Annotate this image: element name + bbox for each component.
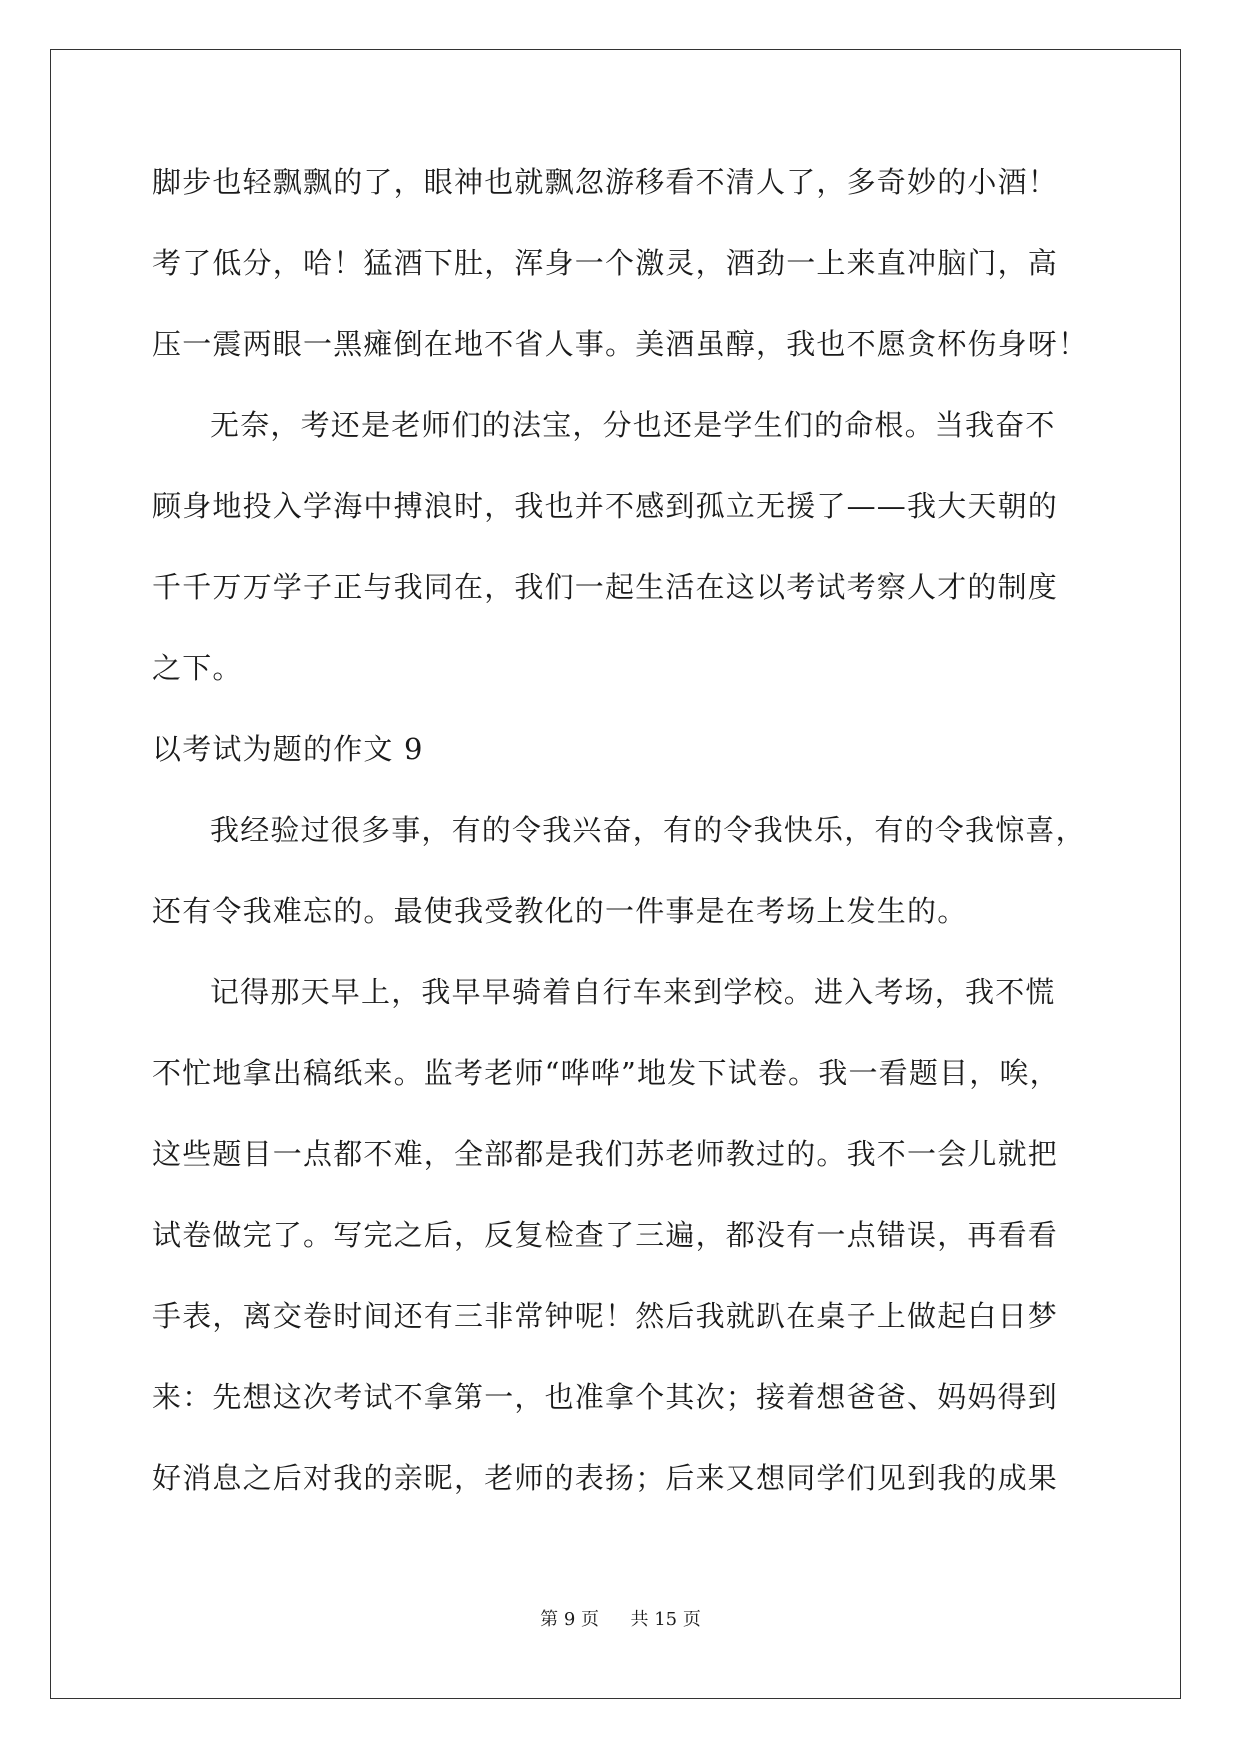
- page-border: [50, 49, 1181, 1699]
- text-line: 还有令我难忘的。最使我受教化的一件事是在考场上发生的。: [152, 894, 968, 928]
- text-line: 试卷做完了。写完之后，反复检查了三遍，都没有一点错误，再看看: [152, 1218, 1059, 1252]
- paragraph-first-line: 无奈，考还是老师们的法宝，分也还是学生们的命根。当我奋不: [210, 408, 1056, 442]
- paragraph-first-line: 记得那天早上，我早早骑着自行车来到学校。进入考场，我不慌: [210, 975, 1056, 1009]
- text-line: 手表，离交卷时间还有三非常钟呢！然后我就趴在桌子上做起白日梦: [152, 1299, 1059, 1333]
- text-line: 好消息之后对我的亲昵，老师的表扬；后来又想同学们见到我的成果: [152, 1461, 1059, 1495]
- text-line: 这些题目一点都不难，全部都是我们苏老师教过的。我不一会儿就把: [152, 1137, 1059, 1171]
- text-line: 不忙地拿出稿纸来。监考老师“哗哗”地发下试卷。我一看题目，唉，: [152, 1056, 1060, 1090]
- text-line: 来：先想这次考试不拿第一，也准拿个其次；接着想爸爸、妈妈得到: [152, 1380, 1059, 1414]
- text-line: 之下。: [152, 651, 243, 685]
- text-line: 压一震两眼一黑瘫倒在地不省人事。美酒虽醇，我也不愿贪杯伤身呀！: [152, 327, 1089, 361]
- paragraph-first-line: 我经验过很多事，有的令我兴奋，有的令我快乐，有的令我惊喜，: [210, 813, 1086, 847]
- page-total: 共 15 页: [630, 1609, 701, 1630]
- text-line: 脚步也轻飘飘的了，眼神也就飘忽游移看不清人了，多奇妙的小酒！: [152, 165, 1059, 199]
- text-line: 千千万万学子正与我同在，我们一起生活在这以考试考察人才的制度: [152, 570, 1059, 604]
- page-number: 第 9 页: [540, 1609, 600, 1630]
- page-footer: [0, 1608, 1241, 1632]
- text-line: 顾身地投入学海中搏浪时，我也并不感到孤立无援了——我大天朝的: [152, 489, 1059, 523]
- section-heading: 以考试为题的作文 9: [152, 732, 424, 766]
- text-line: 考了低分，哈！猛酒下肚，浑身一个激灵，酒劲一上来直冲脑门，高: [152, 246, 1059, 280]
